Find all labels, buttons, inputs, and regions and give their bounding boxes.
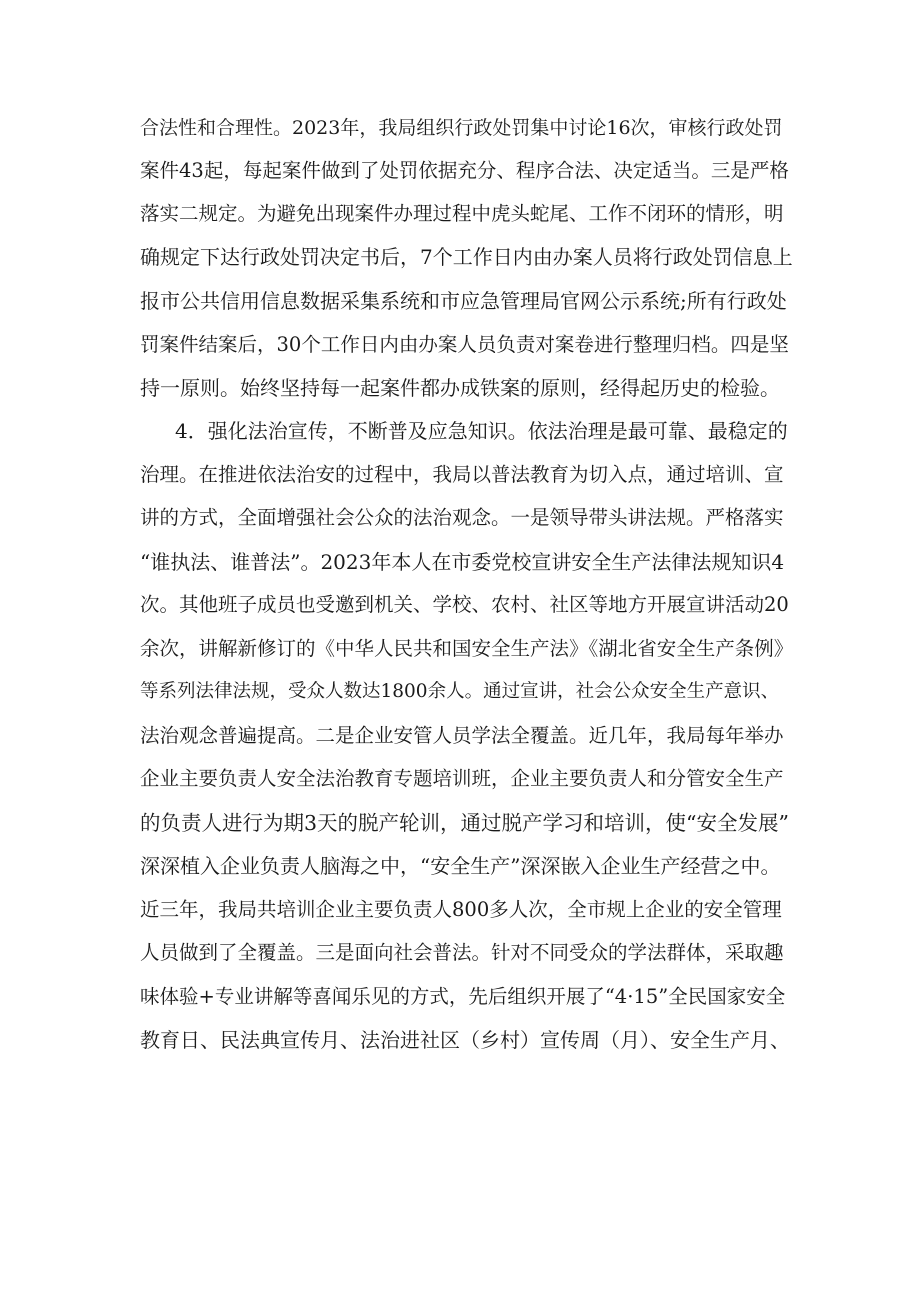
text-line: 的负责人进行为期3天的脱产轮训，通过脱产学习和培训，使“安全发展” xyxy=(140,811,790,835)
text-line: 确规定下达行政处罚决定书后，7个工作日内由办案人员将行政处罚信息上 xyxy=(140,245,793,269)
text-line: 落实二规定。为避免出现案件办理过程中虎头蛇尾、工作不闭环的情形，明 xyxy=(140,202,784,225)
text-line: 教育日、民法典宣传月、法治进社区（乡村）宣传周（月）、安全生产月、 xyxy=(140,1028,790,1052)
text-line: 持一原则。始终坚持每一起案件都办成铁案的原则，经得起历史的检验。 xyxy=(140,376,780,400)
text-line: 合法性和合理性。2023年，我局组织行政处罚集中讨论16次，审核行政处罚 xyxy=(140,117,783,139)
text-line: 企业主要负责人安全法治教育专题培训班，企业主要负责人和分管安全生产 xyxy=(140,767,784,790)
text-line: 等系列法律法规，受众人数达1800余人。通过宣讲，社会公众安全生产意识、 xyxy=(140,681,780,702)
text-line: 罚案件结案后，30个工作日内由办案人员负责对案卷进行整理归档。四是坚 xyxy=(140,333,789,356)
paragraph-start-line: 4．强化法治宣传，不断普及应急知识。依法治理是最可靠、最稳定的 xyxy=(175,419,788,443)
text-line: 报市公共信用信息数据采集系统和市应急管理局官网公示系统;所有行政处 xyxy=(140,289,787,313)
text-line: 余次，讲解新修订的《中华人民共和国安全生产法》《湖北省安全生产条例》 xyxy=(140,637,794,660)
text-line: 次。其他班子成员也受邀到机关、学校、农村、社区等地方开展宣讲活动20 xyxy=(140,593,789,616)
text-line: 讲的方式，全面增强社会公众的法治观念。一是领导带头讲法规。严格落实 xyxy=(140,506,784,529)
text-line: 近三年，我局共培训企业主要负责人800多人次，全市规上企业的安全管理 xyxy=(140,898,782,921)
text-line: 人员做到了全覆盖。三是面向社会普法。针对不同受众的学法群体，采取趣 xyxy=(140,941,784,964)
text-line: 案件43起，每起案件做到了处罚依据充分、程序合法、决定适当。三是严格 xyxy=(140,159,789,182)
text-line: 深深植入企业负责人脑海之中，“安全生产”深深嵌入企业生产经营之中。 xyxy=(140,854,781,878)
text-line: 治理。在推进依法治安的过程中，我局以普法教育为切入点，通过培训、宣 xyxy=(140,463,784,486)
text-line: “谁执法、谁普法”。2023年本人在市委党校宣讲安全生产法律法规知识4 xyxy=(140,550,785,574)
text-line: 法治观念普遍提高。二是企业安管人员学法全覆盖。近几年，我局每年举办 xyxy=(140,724,784,747)
text-line: 味体验+专业讲解等喜闻乐见的方式，先后组织开展了“4·15”全民国家安全 xyxy=(140,985,786,1008)
